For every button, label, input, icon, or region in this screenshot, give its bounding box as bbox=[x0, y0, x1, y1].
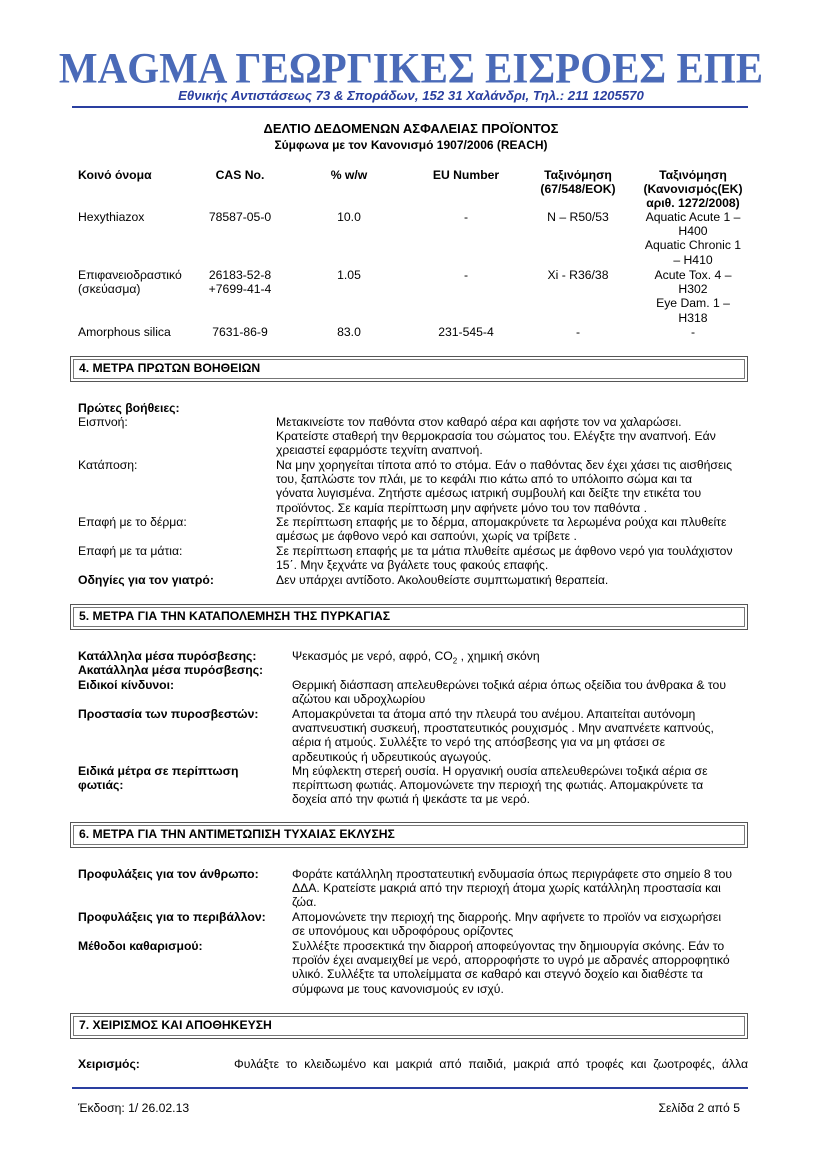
item-text: Θερμική διάσπαση απελευθερώνει τοξικά αέρια όπως οξείδια του άνθρακα & του αζώτου και υδροχλωρίου bbox=[292, 678, 726, 707]
item-label: Ειδικοί κίνδυνοι: bbox=[78, 678, 175, 692]
section-5-header bbox=[70, 604, 748, 630]
section-4-header bbox=[70, 356, 748, 382]
item-label: Οδηγίες για τον γιατρό: bbox=[78, 573, 214, 587]
item-text: Σε περίπτωση επαφής με τα μάτια πλυθείτε αμέσως με άφθονο νερό για τουλάχιστον 15΄. Μην ξεχνάτε να βγάλετε τους φακούς επαφής. bbox=[276, 544, 733, 573]
unsuitable-media-label: Ακατάλληλα μέσα πυρόσβεσης: bbox=[78, 663, 264, 677]
section-6-header bbox=[70, 822, 748, 848]
item-label: Προφυλάξεις για τον άνθρωπο: bbox=[78, 867, 259, 881]
item-label: Προστασία των πυροσβεστών: bbox=[78, 707, 259, 721]
item-label: Κατάποση: bbox=[78, 458, 138, 472]
col-header-eu: EU Number bbox=[432, 168, 500, 182]
cell-percent: 1.05 bbox=[337, 268, 361, 282]
section-6-title: 6. ΜΕΤΡΑ ΓΙΑ ΤΗΝ ΑΝΤΙΜΕΤΩΠΙΣΗ ΤΥΧΑΙΑΣ ΕΚΛΥΣΗΣ bbox=[79, 827, 395, 841]
col-header-percent: % w/w bbox=[330, 168, 368, 182]
cell-cas: 26183-52-8 +7699-41-4 bbox=[208, 268, 272, 297]
item-label: Επαφή με το δέρμα: bbox=[78, 515, 187, 529]
cell-class-new: Acute Tox. 4 – H302 Eye Dam. 1 – H318 bbox=[654, 268, 732, 325]
cell-class-old: - bbox=[575, 325, 581, 339]
cell-name: Hexythiazox bbox=[78, 210, 145, 224]
cell-name: Επιφανειοδραστικό (σκεύασμα) bbox=[78, 268, 182, 297]
section-7-title: 7. ΧΕΙΡΙΣΜΟΣ ΚΑΙ ΑΠΟΘΗΚΕΥΣΗ bbox=[79, 1018, 272, 1032]
item-text: Συλλέξτε προσεκτικά την διαρροή αποφεύγοντας την δημιουργία σκόνης. Εάν το προϊόν έχει αναμειχθεί με νερό, απορροφήστε το υγρό με αδρανές απορροφητικό υλικό. Συλλέξτε τα υπολείμματα σε καθαρό και στεγνό δοχείο και διαθέστε τα σύμφωνα με τους κανονισμούς εν ισχύ. bbox=[292, 939, 730, 996]
col-header-class-new: Ταξινόμηση (Κανονισμός(ΕΚ) αριθ. 1272/2008) bbox=[643, 168, 743, 210]
cell-class-new: Aquatic Acute 1 – H400 Aquatic Chronic 1 – H410 bbox=[644, 210, 742, 267]
col-header-cas: CAS No. bbox=[215, 168, 265, 182]
item-text: Απομονώνετε την περιοχή της διαρροής. Μην αφήνετε το προϊόν να εισχωρήσει σε υπονόμους και υδροφόρους ορίζοντες bbox=[292, 910, 722, 939]
item-label: Μέθοδοι καθαρισμού: bbox=[78, 939, 203, 953]
item-text: Να μην χορηγείται τίποτα από το στόμα. Εάν ο παθόντας δεν έχει χάσει τις αισθήσεις του, ξαπλώστε τον πλάι, με το κεφάλι πιο κάτω από το υπόλοιπο σώμα και τα γόνατα λυγισμένα. Ζητήστε αμέσως ιατρική συμβουλή και δείξτε την ετικέτα του προϊόντος. Σε καμία περίπτωση μην αφήνετε μόνο του τον παθόντα . bbox=[276, 458, 732, 515]
company-address: Εθνικής Αντιστάσεως 73 & Σποράδων, 152 31 Χαλάνδρι, Τηλ.: 211 1205570 bbox=[178, 88, 644, 103]
section-7-header bbox=[70, 1013, 748, 1039]
cell-percent: 10.0 bbox=[337, 210, 361, 224]
handling-text: Φυλάξτε το κλειδωμένο και μακριά από παιδιά, μακριά από τροφές και ζωοτροφές, άλλα bbox=[234, 1057, 748, 1071]
item-label: Επαφή με τα μάτια: bbox=[78, 544, 183, 558]
cell-eu: 231-545-4 bbox=[438, 325, 494, 339]
cell-name: Amorphous silica bbox=[78, 325, 171, 339]
cell-percent: 83.0 bbox=[337, 325, 361, 339]
cell-cas: 7631-86-9 bbox=[212, 325, 268, 339]
suitable-media-label: Κατάλληλα μέσα πυρόσβεσης: bbox=[78, 649, 257, 663]
cell-class-old: Xi - R36/38 bbox=[547, 268, 609, 282]
cell-class-new: - bbox=[690, 325, 696, 339]
footer-page-number: Σελίδα 2 από 5 bbox=[658, 1101, 740, 1115]
item-text: Δεν υπάρχει αντίδοτο. Ακολουθείστε συμπτωματική θεραπεία. bbox=[276, 573, 609, 587]
cell-eu: - bbox=[463, 268, 469, 282]
table-row-surfactant bbox=[0, 268, 822, 326]
item-text: Σε περίπτωση επαφής με το δέρμα, απομακρύνετε τα λερωμένα ρούχα και πλυθείτε αμέσως με άφθονο νερό και σαπούνι, χωρίς να τρίβετε . bbox=[276, 515, 727, 544]
cell-eu: - bbox=[463, 210, 469, 224]
composition-table bbox=[0, 0, 822, 340]
footer-edition: Έκδοση: 1/ 26.02.13 bbox=[78, 1101, 190, 1115]
cell-cas: 78587-05-0 bbox=[208, 210, 272, 224]
table-row-hexythiazox bbox=[0, 210, 822, 268]
table-row-silica bbox=[0, 325, 822, 341]
first-aid-heading: Πρώτες βοήθειες: bbox=[78, 401, 180, 415]
handling-label: Χειρισμός: bbox=[78, 1057, 140, 1071]
document-title: ΔΕΛΤΙΟ ΔΕΔΟΜΕΝΩΝ ΑΣΦΑΛΕΙΑΣ ΠΡΟΪΟΝΤΟΣ bbox=[263, 121, 559, 136]
footer-divider bbox=[72, 1087, 748, 1089]
section-5-title: 5. ΜΕΤΡΑ ΓΙΑ ΤΗΝ ΚΑΤΑΠΟΛΕΜΗΣΗ ΤΗΣ ΠΥΡΚΑΓΙΑΣ bbox=[79, 609, 391, 623]
suitable-media-text: Ψεκασμός με νερό, αφρό, $CO_2$ , χημική σκόνη bbox=[292, 649, 540, 666]
document-subtitle: Σύμφωνα με τον Κανονισμό 1907/2006 (REACH) bbox=[274, 138, 548, 152]
item-text: Μη εύφλεκτη στερεή ουσία. Η οργανική ουσία απελευθερώνει τοξικά αέρια σε περίπτωση φωτιάς. Απομονώνετε την περιοχή της φωτιάς. Απομακρύνετε τα δοχεία από την φωτιά ή ψεκάστε τα με νερό. bbox=[292, 764, 708, 807]
item-text: Φοράτε κατάλληλη προστατευτική ενδυμασία όπως περιγράφετε στο σημείο 8 του ΔΔΑ. Κρατείστε μακριά από την περιοχή άτομα χωρίς κατάλληλη προστασία και ζώα. bbox=[292, 867, 733, 910]
company-name: MAGMA ΓΕΩΡΓΙΚΕΣ ΕΙΣΡΟΕΣ ΕΠΕ bbox=[58, 43, 764, 93]
col-header-name: Κοινό όνομα bbox=[78, 168, 152, 182]
item-text: Απομακρύνεται τα άτομα από την πλευρά του ανέμου. Απαιτείται αυτόνομη αναπνευστική συσκευή, προστατευτικός ρουχισμός . Μην αναπνέετε καπνούς, αέρια ή ατμούς. Συλλέξτε το νερό της απόσβεσης για να μη φτάσει σε αρδευτικούς ή υδρευτικούς αγωγούς. bbox=[292, 707, 714, 764]
section-4-title: 4. ΜΕΤΡΑ ΠΡΩΤΩΝ ΒΟΗΘΕΙΩΝ bbox=[79, 361, 261, 375]
item-label: Ειδικά μέτρα σε περίπτωση φωτιάς: bbox=[78, 764, 239, 793]
item-label: Προφυλάξεις για το περιβάλλον: bbox=[78, 910, 266, 924]
item-text: Μετακινείστε τον παθόντα στον καθαρό αέρα και αφήστε τον να χαλαρώσει. Κρατείστε σταθερή την θερμοκρασία του σώματος του. Ελέγξτε την αναπνοή. Εάν χρειαστεί εφαρμόστε τεχνίτη αναπνοή. bbox=[276, 415, 716, 458]
col-header-class-old: Ταξινόμηση (67/548/ΕΟΚ) bbox=[540, 168, 616, 196]
item-label: Εισπνοή: bbox=[78, 415, 128, 429]
cell-class-old: N – R50/53 bbox=[547, 210, 609, 224]
